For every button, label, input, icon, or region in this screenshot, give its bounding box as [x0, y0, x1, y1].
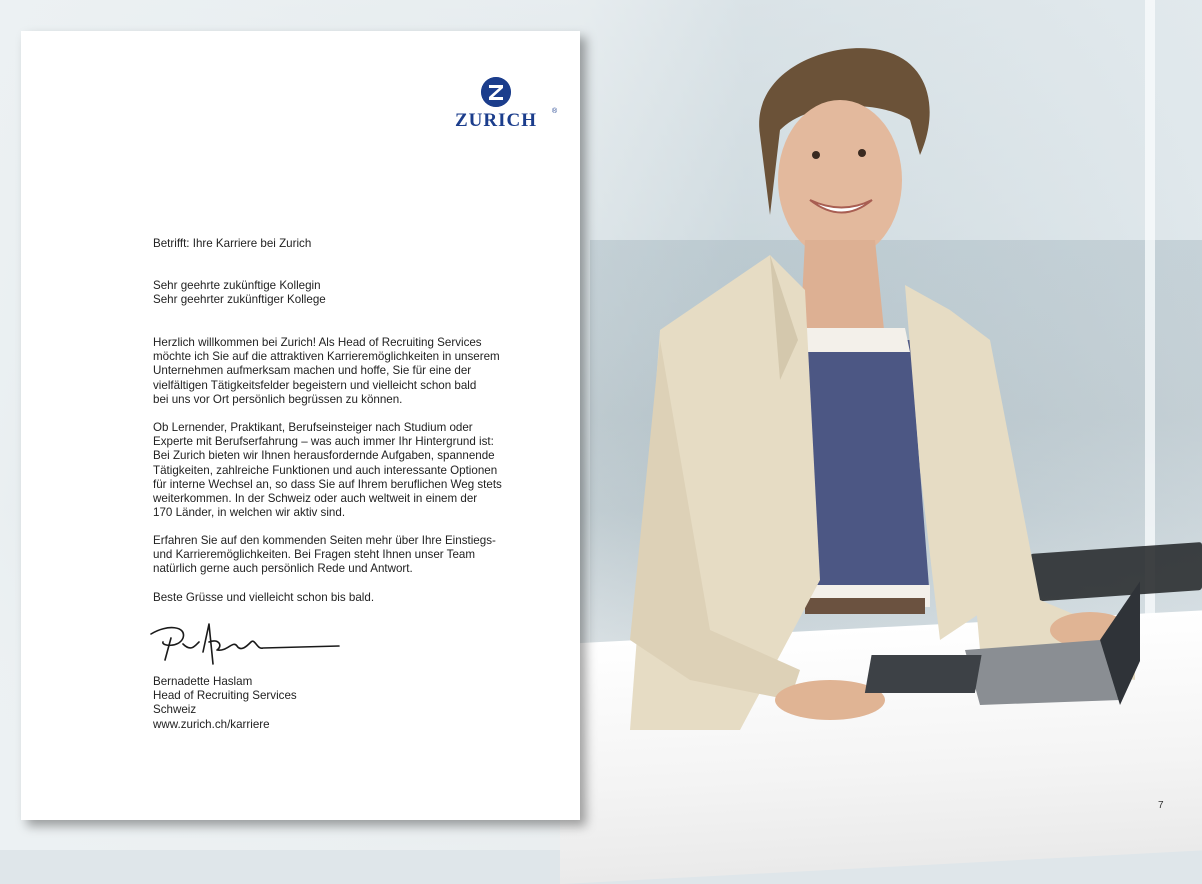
body-line: Ob Lernender, Praktikant, Berufseinsteiger nach Studium oder	[153, 421, 473, 434]
body-line: Tätigkeiten, zahlreiche Funktionen und auch interessante Optionen	[153, 463, 498, 477]
body-paragraph-2	[153, 421, 513, 520]
closing	[153, 591, 513, 605]
letter-sheet	[21, 31, 580, 820]
window-frame	[1145, 0, 1155, 700]
handwritten-signature	[147, 616, 347, 672]
body-line: Bei Zurich bieten wir Ihnen herausfordernde Aufgaben, spannende	[153, 449, 495, 463]
zurich-emblem-icon	[481, 77, 511, 107]
registered-mark: ®	[552, 108, 558, 115]
body-paragraph-1	[153, 336, 513, 407]
sender-block	[153, 675, 513, 732]
woman-with-tablet-photo	[620, 40, 1140, 740]
salutation-line: Sehr geehrte zukünftige Kollegin	[153, 279, 321, 292]
body-line: Experte mit Berufserfahrung – was auch immer Ihr Hintergrund ist:	[153, 435, 494, 449]
sender-url[interactable]: www.zurich.ch/karriere	[153, 717, 270, 731]
body-line: weiterkommen. In der Schweiz oder auch weltweit in einem der	[153, 492, 478, 506]
body-line: und Karrieremöglichkeiten. Bei Fragen steht Ihnen unser Team	[153, 548, 476, 562]
salutation-line: Sehr geehrter zukünftiger Kollege	[153, 293, 326, 307]
body-line: Unternehmen aufmerksam machen und hoffe, Sie für eine der	[153, 364, 472, 378]
body-line: natürlich gerne auch persönlich Rede und Antwort.	[153, 562, 413, 576]
body-line: Herzlich willkommen bei Zurich! Als Head of Recruiting Services	[153, 336, 482, 349]
subject-text: Betrifft: Ihre Karriere bei Zurich	[153, 237, 312, 250]
body-line: möchte ich Sie auf die attraktiven Karrieremöglichkeiten in unserem	[153, 350, 500, 364]
body-line: bei uns vor Ort persönlich begrüssen zu können.	[153, 392, 403, 406]
body-paragraph-3	[153, 534, 513, 577]
body-line: für interne Wechsel an, so dass Sie auf Ihrem beruflichen Weg stets	[153, 477, 502, 491]
closing-text: Beste Grüsse und vielleicht schon bis bald.	[153, 591, 375, 604]
salutation	[153, 279, 513, 307]
sender-country: Schweiz	[153, 703, 197, 717]
sender-title: Head of Recruiting Services	[153, 689, 297, 703]
body-line: Erfahren Sie auf den kommenden Seiten mehr über Ihre Einstiegs-	[153, 534, 496, 547]
page-number: 7	[1158, 800, 1164, 811]
body-line: vielfältigen Tätigkeitsfelder begeistern und vielleicht schon bald	[153, 378, 477, 392]
sender-name: Bernadette Haslam	[153, 675, 253, 688]
zurich-logo	[453, 77, 563, 133]
subject-line	[153, 237, 513, 251]
brand-name: ZURICH	[455, 110, 538, 131]
body-line: 170 Länder, in welchen wir aktiv sind.	[153, 506, 346, 520]
